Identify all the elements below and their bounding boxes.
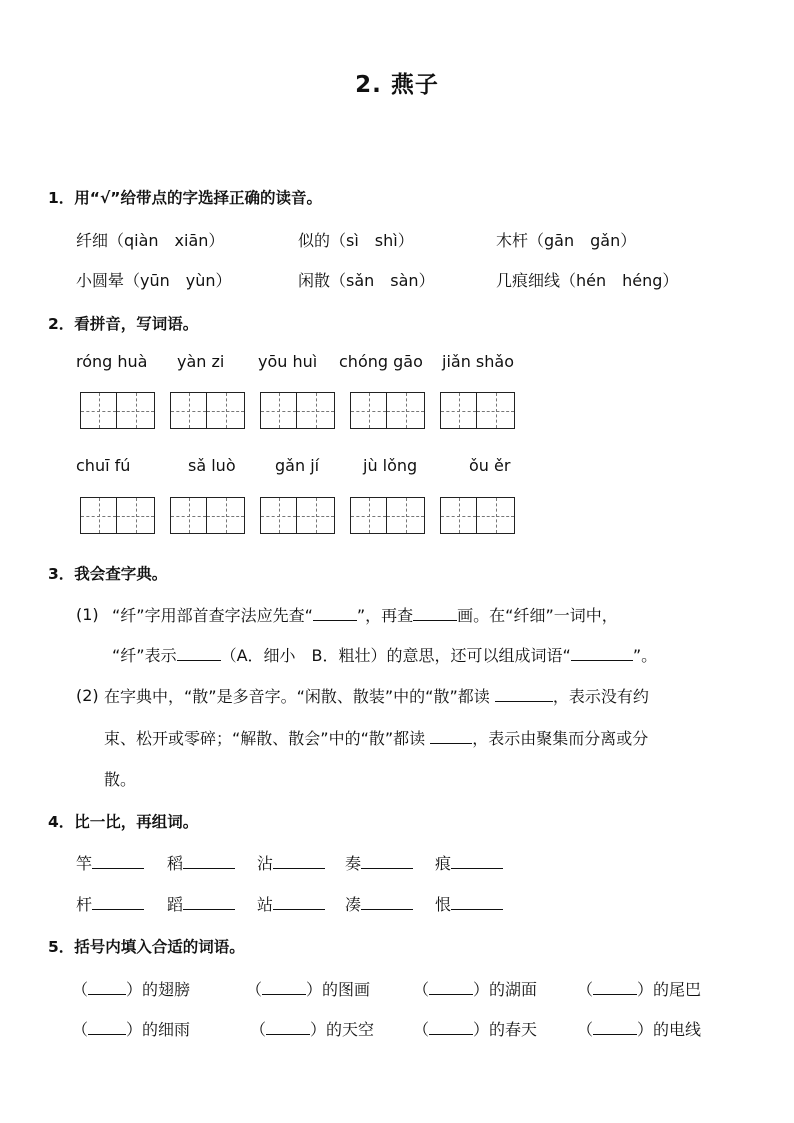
close-paren: ） — [126, 980, 143, 999]
q3-text: 束、松开或零碎；“解散、散会”中的“散”都读 — [104, 729, 426, 748]
phrase-text: 的尾巴 — [653, 980, 702, 999]
answer-blank[interactable] — [266, 1020, 310, 1035]
open-paren: （ — [577, 1020, 594, 1039]
character: 恨 — [435, 895, 452, 914]
q3-text: （A．细小 B．粗壮）的意思，还可以组成词语“ — [220, 646, 571, 665]
q3-line — [112, 603, 618, 626]
fill-phrase — [72, 977, 190, 1000]
fill-phrase — [72, 1017, 190, 1040]
compare-item — [167, 892, 235, 915]
pinyin: róng huà — [76, 352, 148, 371]
answer-blank[interactable] — [92, 854, 144, 869]
tianzi-grid[interactable] — [260, 497, 335, 534]
open-paren: （ — [577, 980, 594, 999]
q3-line — [112, 643, 657, 666]
answer-blank[interactable] — [593, 980, 637, 995]
tianzi-grid[interactable] — [80, 392, 155, 429]
answer-blank[interactable] — [593, 1020, 637, 1035]
open-paren: （ — [250, 1020, 267, 1039]
pinyin: yàn zi — [177, 352, 225, 371]
q1-heading: 1．用“√”给带点的字选择正确的读音。 — [48, 189, 322, 207]
answer-blank[interactable] — [451, 854, 503, 869]
character: 痕 — [435, 854, 452, 873]
open-paren: （ — [72, 980, 89, 999]
answer-blank[interactable] — [313, 606, 357, 621]
answer-blank[interactable] — [361, 854, 413, 869]
q3-heading: 3．我会查字典。 — [48, 565, 168, 583]
phrase-text: 的电线 — [653, 1020, 702, 1039]
answer-blank[interactable] — [429, 980, 473, 995]
fill-phrase — [577, 1017, 701, 1040]
answer-blank[interactable] — [451, 895, 503, 910]
compare-item — [257, 851, 325, 874]
fill-phrase — [246, 977, 370, 1000]
answer-blank[interactable] — [88, 1020, 126, 1035]
answer-blank[interactable] — [361, 895, 413, 910]
answer-blank[interactable] — [177, 646, 221, 661]
pinyin: ǒu ěr — [469, 456, 511, 475]
fill-phrase — [577, 977, 701, 1000]
answer-blank[interactable] — [430, 729, 472, 744]
q3-text: “纤”字用部首查字法应先查“ — [112, 606, 313, 625]
open-paren: （ — [413, 980, 430, 999]
q3-text: 画。在“纤细”一词中， — [457, 606, 618, 625]
q1-item: 闲散（sǎn sàn） — [298, 271, 435, 290]
fill-phrase — [413, 977, 537, 1000]
q3-text: ，表示没有约 — [552, 687, 649, 706]
compare-item — [435, 851, 503, 874]
character: 凑 — [345, 895, 362, 914]
q1-item: 似的（sì shì） — [298, 231, 414, 250]
q3-text: 散。 — [104, 770, 137, 789]
character: 奏 — [345, 854, 362, 873]
phrase-text: 的细雨 — [142, 1020, 191, 1039]
q4-heading: 4．比一比，再组词。 — [48, 813, 199, 831]
character: 稻 — [167, 854, 184, 873]
character: 蹈 — [167, 895, 184, 914]
phrase-text: 的翅膀 — [142, 980, 191, 999]
fill-phrase — [413, 1017, 537, 1040]
close-paren: ） — [473, 980, 490, 999]
q3-text: ，表示由聚集而分离或分 — [472, 729, 649, 748]
open-paren: （ — [72, 1020, 89, 1039]
character: 沾 — [257, 854, 274, 873]
answer-blank[interactable] — [183, 895, 235, 910]
q1-item: 小圆晕（yūn yùn） — [76, 271, 232, 290]
phrase-text: 的天空 — [326, 1020, 375, 1039]
q3-text: “纤”表示 — [112, 646, 177, 665]
answer-blank[interactable] — [273, 895, 325, 910]
close-paren: ） — [310, 1020, 327, 1039]
fill-phrase — [250, 1017, 374, 1040]
close-paren: ） — [306, 980, 323, 999]
page-title: 2. 燕子 — [355, 72, 439, 98]
compare-item — [257, 892, 325, 915]
q3-text: ”。 — [632, 646, 658, 665]
compare-item — [435, 892, 503, 915]
close-paren: ） — [126, 1020, 143, 1039]
tianzi-grid[interactable] — [440, 392, 515, 429]
tianzi-grid[interactable] — [440, 497, 515, 534]
q3-item-number: (1) — [76, 605, 99, 624]
tianzi-grid[interactable] — [170, 392, 245, 429]
compare-item — [76, 892, 144, 915]
answer-blank[interactable] — [413, 606, 457, 621]
pinyin: jiǎn shǎo — [442, 352, 514, 371]
pinyin: gǎn jí — [275, 456, 320, 475]
q3-text: 在字典中，“散”是多音字。“闲散、散装”中的“散”都读 — [104, 687, 490, 706]
tianzi-grid[interactable] — [170, 497, 245, 534]
q3-line — [104, 684, 649, 707]
answer-blank[interactable] — [262, 980, 306, 995]
q3-line — [104, 726, 648, 749]
tianzi-grid[interactable] — [350, 497, 425, 534]
answer-blank[interactable] — [495, 687, 553, 702]
answer-blank[interactable] — [88, 980, 126, 995]
close-paren: ） — [473, 1020, 490, 1039]
compare-item — [167, 851, 235, 874]
tianzi-grid[interactable] — [260, 392, 335, 429]
phrase-text: 的湖面 — [489, 980, 538, 999]
q3-item-number: (2) — [76, 686, 99, 705]
open-paren: （ — [413, 1020, 430, 1039]
open-paren: （ — [246, 980, 263, 999]
pinyin: jù lǒng — [363, 456, 418, 475]
q5-heading: 5．括号内填入合适的词语。 — [48, 938, 245, 956]
close-paren: ） — [637, 980, 654, 999]
pinyin: chuī fú — [76, 456, 131, 475]
character: 站 — [257, 895, 274, 914]
phrase-text: 的图画 — [322, 980, 371, 999]
answer-blank[interactable] — [429, 1020, 473, 1035]
compare-item — [345, 892, 413, 915]
phrase-text: 的春天 — [489, 1020, 538, 1039]
answer-blank[interactable] — [92, 895, 144, 910]
answer-blank[interactable] — [571, 646, 633, 661]
pinyin: chóng gāo — [339, 352, 423, 371]
q1-item: 纤细（qiàn xiān） — [76, 231, 225, 250]
pinyin: yōu huì — [258, 352, 318, 371]
q2-heading: 2．看拼音，写词语。 — [48, 315, 199, 333]
tianzi-grid[interactable] — [80, 497, 155, 534]
q1-item: 几痕细线（hén héng） — [496, 271, 679, 290]
close-paren: ） — [637, 1020, 654, 1039]
compare-item — [345, 851, 413, 874]
pinyin: sǎ luò — [188, 456, 236, 475]
answer-blank[interactable] — [183, 854, 235, 869]
q3-text: ”，再查 — [356, 606, 414, 625]
q1-item: 木杆（gān gǎn） — [496, 231, 637, 250]
character: 竿 — [76, 854, 93, 873]
character: 杆 — [76, 895, 93, 914]
tianzi-grid[interactable] — [350, 392, 425, 429]
compare-item — [76, 851, 144, 874]
answer-blank[interactable] — [273, 854, 325, 869]
